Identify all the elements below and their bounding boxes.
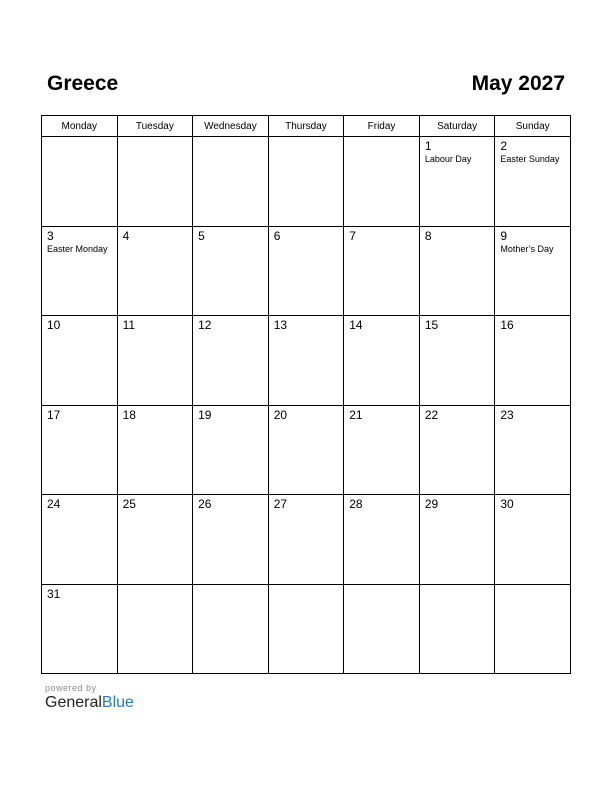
day-cell: [42, 495, 118, 585]
day-cell: [495, 495, 571, 585]
holiday-label: Mother’s Day: [500, 243, 554, 254]
month-title: May 2027: [471, 72, 565, 95]
day-cell: [117, 226, 193, 316]
day-number: [344, 585, 419, 588]
day-number: 15: [424, 318, 439, 332]
day-number: 11: [122, 318, 136, 332]
day-number: 3: [47, 228, 54, 243]
day-number: 9: [500, 228, 508, 243]
weekday-header: Sunday: [495, 116, 571, 137]
footer-branding: [45, 683, 134, 712]
day-cell: [344, 405, 420, 495]
day-number: 18: [122, 407, 136, 422]
day-cell: [268, 137, 344, 227]
day-cell: [42, 226, 118, 316]
day-number: 27: [273, 497, 288, 511]
day-cell: [42, 584, 118, 674]
day-cell: [117, 405, 193, 495]
weekday-header: Monday: [42, 116, 118, 137]
day-cell: [268, 405, 344, 495]
day-cell: [344, 495, 420, 585]
powered-by-label: powered by: [45, 683, 97, 693]
day-cell: [193, 584, 269, 674]
day-number: [193, 585, 268, 588]
day-cell: [419, 226, 495, 316]
day-cell: [344, 137, 420, 227]
day-cell: [268, 584, 344, 674]
day-cell: [344, 226, 420, 316]
day-number: 21: [349, 407, 363, 422]
day-cell: [42, 137, 118, 227]
weekday-header: Friday: [344, 116, 420, 137]
day-number: 14: [349, 318, 363, 332]
day-number: [495, 585, 570, 588]
week-row: [42, 584, 571, 674]
day-number: 30: [500, 497, 514, 511]
day-number: 12: [198, 318, 212, 332]
day-number: 23: [500, 407, 514, 422]
holiday-label: Labour Day: [424, 154, 472, 164]
week-row: [42, 495, 571, 585]
week-row: [42, 137, 571, 227]
brand-blue: Blue: [101, 694, 134, 711]
day-number: 4: [122, 228, 130, 243]
holiday-label: Easter Sunday: [500, 154, 560, 164]
day-cell: [495, 584, 571, 674]
day-cell: [419, 316, 495, 406]
day-number: 25: [122, 497, 136, 511]
day-cell: [495, 226, 571, 316]
day-number: 5: [198, 228, 205, 243]
day-number: 17: [47, 407, 61, 422]
day-cell: [117, 137, 193, 227]
day-cell: [495, 405, 571, 495]
day-number: 7: [349, 228, 356, 243]
day-number: 19: [198, 407, 212, 422]
day-number: 20: [273, 407, 288, 422]
holiday-label: Easter Monday: [47, 243, 108, 254]
day-number: 29: [424, 497, 439, 511]
day-cell: [117, 584, 193, 674]
day-number: 31: [47, 586, 61, 601]
day-cell: [419, 405, 495, 495]
day-number: 26: [198, 497, 212, 511]
day-cell: [42, 405, 118, 495]
day-cell: [419, 137, 495, 227]
day-cell: [193, 316, 269, 406]
day-cell: [419, 584, 495, 674]
day-number: 1: [424, 139, 432, 153]
day-number: [269, 585, 344, 588]
day-cell: [495, 137, 571, 227]
day-cell: [419, 495, 495, 585]
day-cell: [193, 137, 269, 227]
day-cell: [495, 316, 571, 406]
brand-general: General: [45, 694, 102, 711]
day-cell: [193, 405, 269, 495]
day-number: 22: [424, 407, 439, 422]
day-number: 8: [424, 228, 432, 243]
day-number: [269, 137, 344, 140]
day-cell: [344, 316, 420, 406]
weekday-header: Wednesday: [193, 116, 269, 137]
weekday-header-row: [42, 116, 571, 137]
weekday-header: Tuesday: [117, 116, 193, 137]
day-number: [118, 137, 193, 140]
weekday-header: Saturday: [419, 116, 495, 137]
day-number: 16: [500, 318, 514, 332]
day-number: 2: [500, 139, 508, 153]
day-number: 24: [47, 497, 61, 511]
day-number: [420, 585, 495, 588]
day-number: [118, 585, 193, 588]
day-number: 28: [349, 497, 363, 511]
day-number: 6: [273, 228, 281, 243]
day-cell: [42, 316, 118, 406]
weekday-header: Thursday: [268, 116, 344, 137]
day-number: 10: [47, 318, 61, 332]
day-number: [42, 137, 117, 140]
week-row: [42, 405, 571, 495]
day-cell: [344, 584, 420, 674]
day-number: 13: [273, 318, 288, 332]
generalblue-logo: [45, 694, 134, 712]
day-cell: [193, 226, 269, 316]
day-cell: [117, 316, 193, 406]
calendar-body: [42, 137, 571, 674]
day-cell: [117, 495, 193, 585]
day-number: [344, 137, 419, 140]
day-cell: [268, 226, 344, 316]
day-cell: [193, 495, 269, 585]
calendar-grid: [41, 115, 571, 674]
week-row: [42, 316, 571, 406]
day-number: [193, 137, 268, 140]
week-row: [42, 226, 571, 316]
country-title: Greece: [47, 72, 119, 95]
day-cell: [268, 316, 344, 406]
day-cell: [268, 495, 344, 585]
